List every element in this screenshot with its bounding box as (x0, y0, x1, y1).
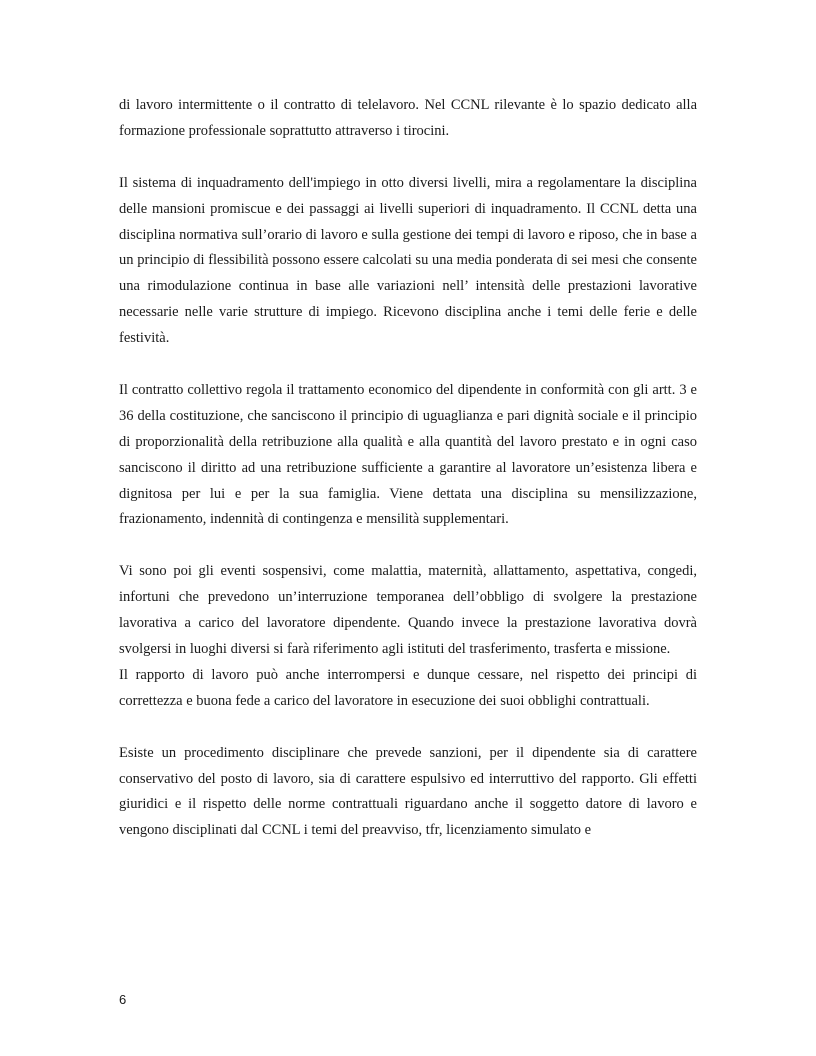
paragraph-intermittent-work: di lavoro intermittente o il contratto di telelavoro. Nel CCNL rilevante è lo spazio dedicato alla formazione professionale soprattutto attraverso i tirocini. (119, 97, 697, 139)
paragraph-disciplinary-procedure: Esiste un procedimento disciplinare che prevede sanzioni, per il dipendente sia di carattere conservativo del posto di lavoro, sia di carattere espulsivo ed interruttivo del rapporto. Gli effetti giuridici e il rispetto delle norme contrattuali riguardano anche il soggetto datore di lavoro e vengono disciplinati dal CCNL i temi del preavviso, tfr, licenziamento simulato e (119, 744, 697, 839)
body-text (119, 93, 697, 870)
page-number: 6 (119, 992, 127, 1007)
paragraph-economic-treatment: Il contratto collettivo regola il trattamento economico del dipendente in conformità con gli artt. 3 e 36 della costituzione, che sanciscono il principio di uguaglianza e pari dignità sociale e il principio di proporzionalità della retribuzione alla qualità e alla quantità del lavoro prestato e in ogni caso sanciscono il diritto ad una retribuzione sufficiente a garantire al lavoratore un’esistenza libera e dignitosa per lui e per la sua famiglia. Viene dettata una disciplina su mensilizzazione, frazionamento, indennità di contingenza e mensilità supplementari. (119, 381, 697, 528)
paragraph-suspensive-events: Vi sono poi gli eventi sospensivi, come malattia, maternità, allattamento, aspettativa, congedi, infortuni che prevedono un’interruzione temporanea dell’obbligo di svolgere la prestazione lavorativa a carico del lavoratore dipendente. Quando invece la prestazione lavorativa dovrà svolgersi in luoghi diversi si farà riferimento agli istituti del trasferimento, trasferta e missione. (119, 563, 697, 657)
paragraph-classification-system: Il sistema di inquadramento dell'impiego in otto diversi livelli, mira a regolamentare la disciplina delle mansioni promiscue e dei passaggi ai livelli superiori di inquadramento. Il CCNL detta una disciplina normativa sull’orario di lavoro e sulla gestione dei tempi di lavoro e riposo, che in base a un principio di flessibilità possono essere calcolati su una media ponderata di sei mesi che consente una rimodulazione continua in base alle variazioni nell’ intensità delle prestazioni lavorative necessarie nelle varie strutture di impiego. Ricevono disciplina anche i temi delle ferie e delle festività. (119, 174, 697, 347)
paragraph-employment-termination: Il rapporto di lavoro può anche interrompersi e dunque cessare, nel rispetto dei principi di correttezza e buona fede a carico del lavoratore in esecuzione dei suoi obblighi contrattuali. (119, 666, 697, 709)
